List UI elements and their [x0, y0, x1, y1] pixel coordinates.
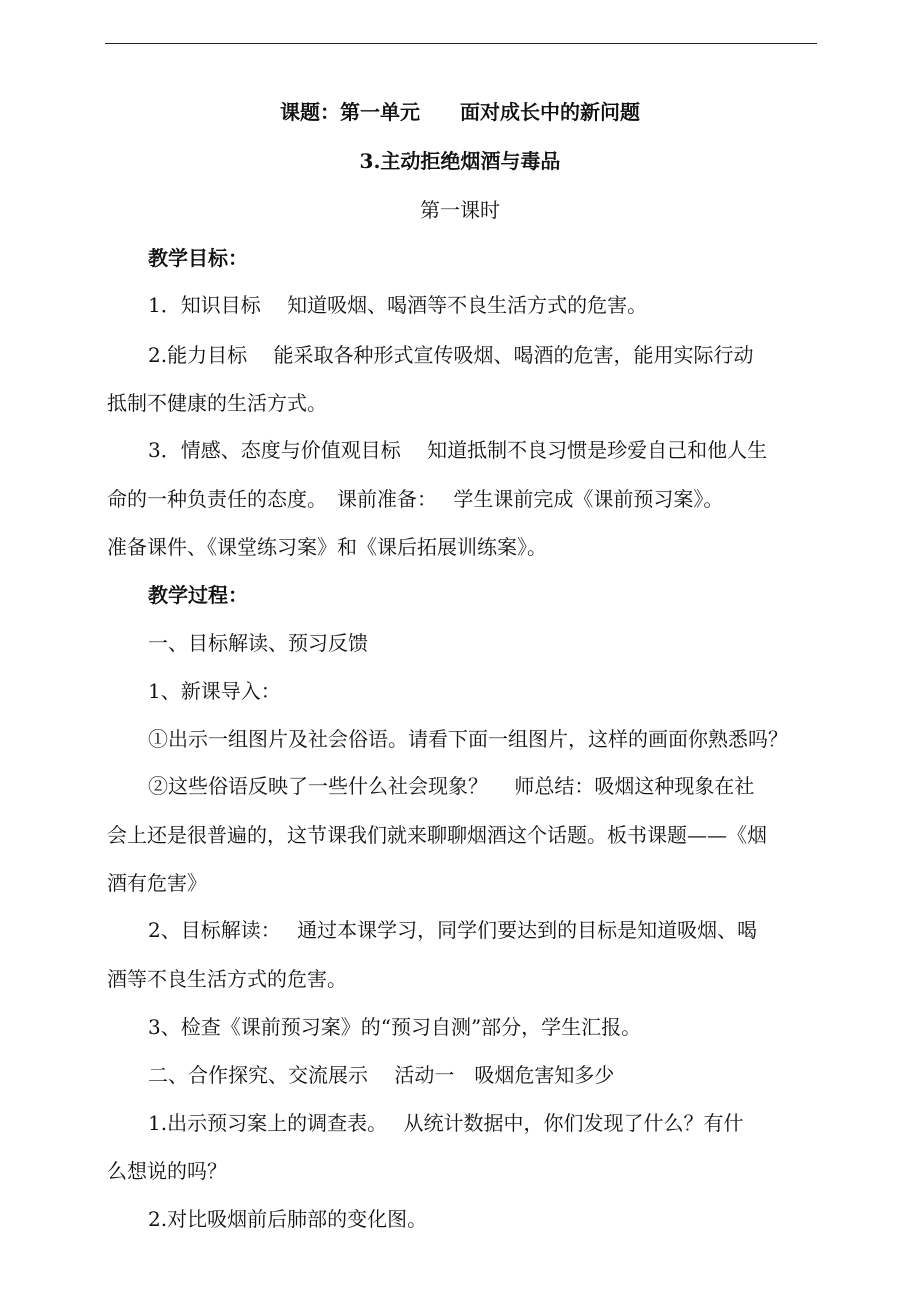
paragraph-line: 命的一种负责任的态度。 课前准备： 学生课前完成《课前预习案》。 [107, 487, 724, 511]
paragraph-line: 酒等不良生活方式的危害。 [107, 967, 347, 991]
paragraph-line: 么想说的吗？ [107, 1159, 227, 1183]
paragraph-line: 抵制不健康的生活方式。 [107, 391, 327, 415]
paragraph-line: 1．知识目标 知道吸烟、喝酒等不良生活方式的危害。 [148, 293, 648, 317]
paragraph-line: 2.能力目标 能采取各种形式宣传吸烟、喝酒的危害，能用实际行动 [148, 343, 754, 367]
section-heading-objectives: 教学目标： [148, 246, 248, 270]
paragraph-line: 会上还是很普遍的，这节课我们就来聊聊烟酒这个话题。板书课题——《烟 [107, 823, 767, 847]
paragraph-line: 酒有危害》 [107, 871, 207, 895]
paragraph-line: 准备课件、《课堂练习案》和《课后拓展训练案》。 [107, 535, 547, 559]
paragraph-line: ①出示一组图片及社会俗语。请看下面一组图片，这样的画面你熟悉吗？ [148, 727, 788, 751]
lesson-subtitle: 3.主动拒绝烟酒与毒品 [359, 149, 561, 173]
paragraph-line: 2、目标解读： 通过本课学习，同学们要达到的目标是知道吸烟、喝 [148, 918, 758, 942]
paragraph-line: 3．情感、态度与价值观目标 知道抵制不良习惯是珍爱自己和他人生 [148, 438, 768, 462]
paragraph-line: 二、合作探究、交流展示 活动一 吸烟危害知多少 [148, 1063, 615, 1087]
paragraph-line: 2.对比吸烟前后肺部的变化图。 [148, 1207, 428, 1231]
paragraph-line: 1、新课导入： [148, 679, 281, 703]
paragraph-line: 一、目标解读、预习反馈 [148, 631, 368, 655]
paragraph-line: ②这些俗语反映了一些什么社会现象？ 师总结：吸烟这种现象在社 [148, 774, 755, 798]
lesson-period: 第一课时 [420, 198, 500, 222]
header-rule [105, 43, 817, 44]
lesson-title: 课题：第一单元 面对成长中的新问题 [280, 100, 640, 124]
paragraph-line: 1.出示预习案上的调查表。 从统计数据中，你们发现了什么？有什 [148, 1111, 744, 1135]
section-heading-process: 教学过程： [148, 583, 248, 607]
paragraph-line: 3、检查《课前预习案》的“预习自测”部分，学生汇报。 [148, 1015, 642, 1039]
